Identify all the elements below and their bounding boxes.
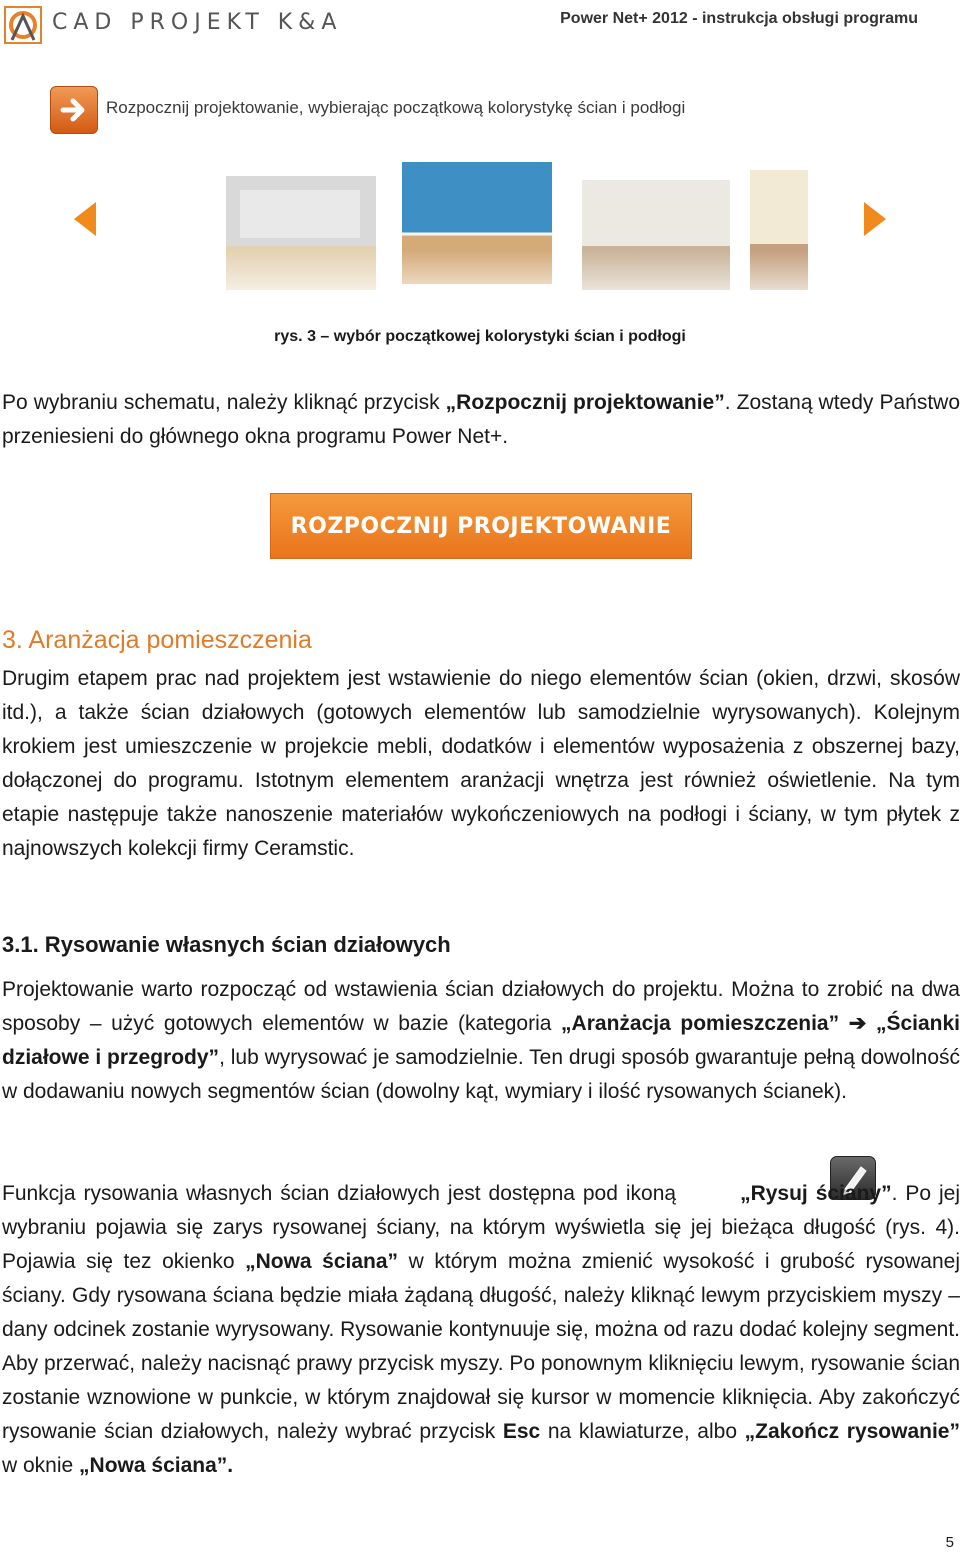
subsection-paragraph-1: Projektowanie warto rozpocząć od wstawienia ścian działowych do projektu. Można to zrobić na dwa sposoby – użyć gotowych elementów w bazie (kategoria „Aranżacja pomieszczenia” ➔ „Ścianki działowe i przegrody”, lub wyrysować je samodzielnie. Ten drugi sposób gwarantuje pełną dowolność w dodawaniu nowych segmentów ścian (dowolny kąt, wymiary i ilość rysowanych ścianek).: [2, 978, 960, 1103]
section-heading: 3. Aranżacja pomieszczenia: [2, 626, 312, 654]
logo-text: CAD PROJEKT K&A: [52, 10, 343, 35]
scheme-thumbnail-1[interactable]: [226, 176, 376, 310]
intro-paragraph: Po wybraniu schematu, należy kliknąć przycisk „Rozpocznij projektowanie”. Zostaną wtedy Państwo przeniesieni do głównego okna programu Power Net+.: [2, 391, 960, 448]
scheme-thumbnail-2[interactable]: [402, 162, 552, 310]
subsection-paragraph-2: Funkcja rysowania własnych ścian działowych jest dostępna pod ikoną „Rysuj ściany”. Po jej wybraniu pojawia się zarys rysowanej ściany, na którym wyświetla się jej bieżąca długość (rys. 4). Pojawia się tez okienko „Nowa ściana” w którym można zmienić wysokość i grubość rysowanej ściany. Gdy rysowana ściana będzie miała żądaną długość, należy kliknąć lewym przyciskiem myszy – dany odcinek zostanie wyrysowany. Rysowanie kontynuuje się, można od razu dodać kolejny segment. Aby przerwać, należy nacisnąć prawy przycisk myszy. Po ponownym kliknięciu lewym, rysowanie ścian zostanie wznowione w punkcie, w którym znajdował się kursor w momencie kliknięcia. Aby zakończyć rysowanie ścian działowych, należy wybrać przycisk Esc na klawiaturze, albo „Zakończ rysowanie” w oknie „Nowa ściana”.: [2, 1182, 960, 1477]
start-designing-button[interactable]: ROZPOCZNIJ PROJEKTOWANIE: [270, 493, 692, 559]
previous-arrow-icon[interactable]: [74, 202, 96, 236]
subsection-heading: 3.1. Rysowanie własnych ścian działowych: [2, 932, 451, 957]
section-paragraph: Drugim etapem prac nad projektem jest wstawienie do niego elementów ścian (okien, drzwi, skosów itd.), a także ścian działowych (gotowych elementów lub samodzielnie wyrysowanych). Kolejnym krokiem jest umieszczenie w projekcie mebli, dodatków i elementów wyposażenia z obszernej bazy, dołączonej do programu. Istotnym elementem aranżacji wnętrza jest również oświetlenie. Na tym etapie następuje także nanoszenie materiałów wykończeniowych na podłogi i ściany, w tym płytek z najnowszych kolekcji firmy Ceramstic.: [2, 667, 960, 860]
page-number: 5: [945, 1534, 954, 1551]
figure-caption: rys. 3 – wybór początkowej kolorystyki ścian i podłogi: [274, 328, 686, 345]
logo-icon: [4, 6, 42, 44]
scheme-thumbnail-4[interactable]: [750, 170, 808, 310]
scheme-thumbnail-3[interactable]: [582, 180, 730, 310]
document-title: Power Net+ 2012 - instrukcja obsługi programu: [560, 10, 918, 27]
next-arrow-icon[interactable]: [864, 202, 886, 236]
forward-arrow-icon: [50, 86, 98, 134]
color-scheme-thumbnails: [220, 150, 810, 320]
figure-banner-text: Rozpocznij projektowanie, wybierając początkową kolorystykę ścian i podłogi: [106, 98, 686, 117]
